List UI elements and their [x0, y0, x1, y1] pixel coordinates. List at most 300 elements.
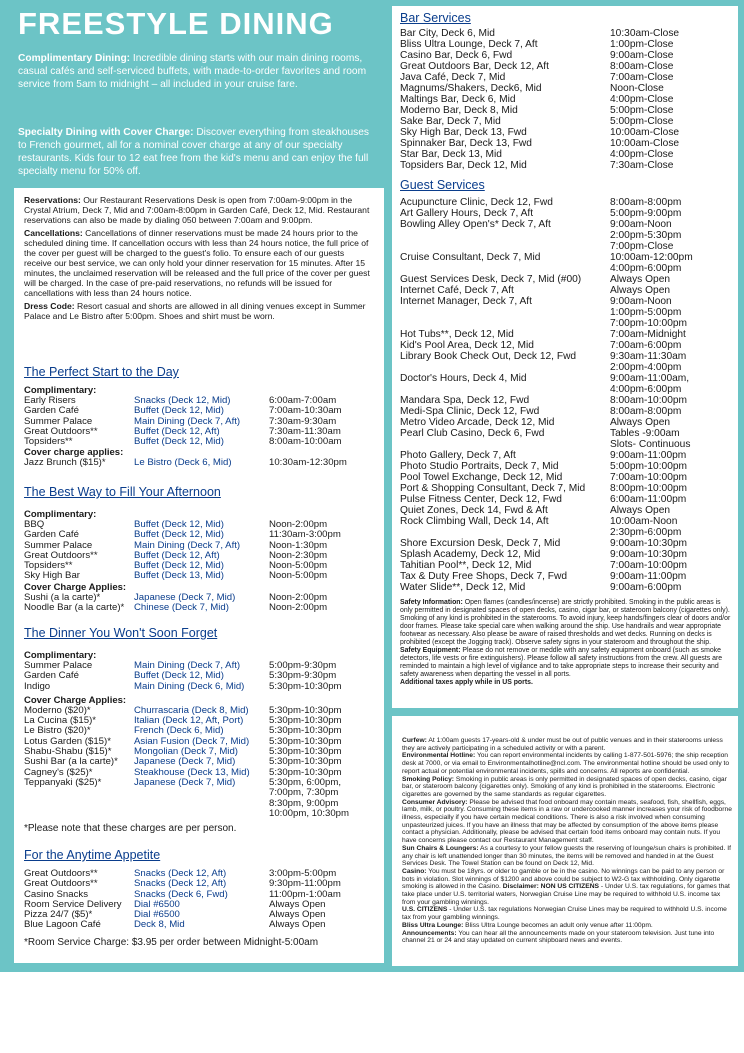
dress-code-text: Resort casual and shorts are allowed in all dining venues except in Summer Palace and Le Bistro after 5:00pm. Shoes and shirt must be worn. [24, 301, 366, 321]
table-row [24, 920, 374, 930]
table-row [400, 285, 732, 296]
venue-hours: 8:30pm, 9:00pm [269, 797, 339, 809]
service-name: Art Gallery Hours, Deck 7, Aft [400, 208, 534, 219]
anytime-heading: For the Anytime Appetite [24, 848, 161, 862]
table-row [400, 105, 732, 116]
dinner-comp-label: Complimentary: [24, 650, 97, 661]
table-row [400, 263, 732, 274]
venue-hours: Noon-2:00pm [269, 602, 328, 614]
bar-hours: 5:00pm-Close [610, 116, 674, 127]
day-complimentary-table [24, 396, 374, 447]
afternoon-heading: The Best Way to Fill Your Afternoon [24, 485, 221, 499]
venue-hours: 5:30pm-10:30pm [269, 766, 342, 778]
afternoon-complimentary-table [24, 520, 374, 582]
safety-equipment-label: Safety Equipment: [400, 647, 461, 654]
bar-name: Sake Bar, Deck 7, Mid [400, 116, 501, 127]
table-row [400, 516, 732, 527]
dinner-section [24, 650, 374, 834]
taxes-note: Additional taxes apply while in US ports. [400, 679, 533, 686]
service-name [400, 263, 610, 274]
bar-name: Java Café, Deck 7, Mid [400, 72, 506, 83]
table-row [24, 437, 374, 447]
venue-name: Summer Palace [24, 660, 93, 671]
venue-location: Buffet (Deck 13, Mid) [134, 570, 224, 582]
safety-equipment-text: Please do not remove or meddle with any safety equipment onboard (such as smoke detectors, life vests or fire extinguishers). Please follow all safety instructions from the crew. All guests are reminded to maintain a high level of vigilance and to take appropriate steps to increase their security and safety awareness when departing the vessel in all ports. [400, 647, 723, 678]
venue-location: Buffet (Deck 12, Mid) [134, 529, 224, 541]
day-heading: The Perfect Start to the Day [24, 365, 179, 379]
service-name: Mandara Spa, Deck 12, Fwd [400, 395, 530, 406]
venue-location: Main Dining (Deck 7, Aft) [134, 415, 241, 427]
service-hours: 4:00pm-6:00pm [610, 263, 682, 274]
sun-chairs-text: As a courtesy to your fellow guests the reserving of lounge/sun chairs is prohibited. If any chair is left unattended longer than 30 minutes, the items will be removed and handed in at the Guest Services Desk. The Towel Station can be found on Deck 12, Mid. [402, 844, 731, 868]
venue-name: Room Service Delivery [24, 898, 122, 910]
venue-location: Steakhouse (Deck 13, Mid) [134, 766, 250, 778]
bar-name: Casino Bar, Deck 6, Fwd [400, 50, 513, 61]
consumer-advisory-label: Consumer Advisory: [402, 798, 468, 806]
bar-name: Spinnaker Bar, Deck 13, Fwd [400, 138, 532, 149]
table-row [400, 138, 732, 149]
service-hours: 8:00pm-10:00pm [610, 483, 688, 494]
service-hours: 7:00pm-10:00pm [610, 318, 688, 329]
afternoon-section [24, 509, 374, 613]
table-row [400, 318, 732, 329]
table-row [400, 461, 732, 472]
table-row [24, 458, 374, 468]
safety-info-text: Open flames (candles/incense) are strictly prohibited. Smoking in the public areas is only permitted in designated spaces of open decks, casino, cigar bar, or stateroom balcony (cigarettes only). Smoking of any kind is prohibited in the staterooms. To avoid injury, keep hands/fingers clear of doors and/or door frames. Please take special care when walking around the ship. Use handrails and wear appropriate footwear as necessary. Also please be aware of raised thresholds and wet decks. Running on decks is prohibited (except the Jogging track). Observe safety signs in your stateroom and throughout the ship. [400, 599, 731, 646]
table-row [400, 94, 732, 105]
service-hours: 6:00am-11:00pm [610, 494, 687, 505]
venue-hours: Noon-5:00pm [269, 570, 328, 582]
venue-location: French (Deck 6, Mid) [134, 725, 224, 737]
table-row [24, 809, 374, 819]
us-citizens-label: U.S. CITIZENS [402, 906, 448, 914]
service-name: Internet Manager, Deck 7, Aft [400, 296, 532, 307]
venue-location: Buffet (Deck 12, Mid) [134, 436, 224, 448]
services-panel [392, 6, 738, 708]
bar-hours: 10:30am-Close [610, 28, 680, 39]
venue-name: Noodle Bar (a la carte)* [24, 602, 125, 614]
guest-services-heading: Guest Services [400, 178, 485, 192]
service-hours: 8:00am-10:00pm [610, 395, 688, 406]
venue-location [134, 799, 269, 809]
venue-hours: Always Open [269, 909, 326, 921]
curfew-label: Curfew: [402, 737, 427, 744]
venue-hours: 5:30pm, 6:00pm, [269, 776, 341, 788]
announcements-label: Announcements: [402, 929, 457, 937]
table-row [400, 373, 732, 384]
table-row [24, 682, 374, 692]
service-hours: 4:00pm-6:00pm [610, 384, 682, 395]
venue-name: BBQ [24, 519, 45, 530]
table-row [400, 494, 732, 505]
venue-name: Sushi (a la carte)* [24, 591, 101, 603]
service-hours: 5:00pm-9:00pm [610, 208, 682, 219]
table-row [400, 72, 732, 83]
complimentary-label: Complimentary Dining: [18, 53, 131, 64]
bar-services-heading: Bar Services [400, 11, 471, 25]
service-hours: Always Open [610, 505, 671, 516]
service-name [400, 384, 610, 395]
venue-name [24, 799, 134, 809]
table-row [400, 571, 732, 582]
cancellations-policy [24, 228, 374, 298]
consumer-advisory-info [402, 799, 732, 845]
venue-hours: 7:30am-11:30am [269, 425, 341, 437]
table-row [400, 61, 732, 72]
dress-code-policy [24, 301, 374, 321]
venue-hours: Always Open [269, 898, 326, 910]
service-name: Pool Towel Exchange, Deck 12, Mid [400, 472, 563, 483]
service-hours: 10:00am-Noon [610, 516, 678, 527]
service-name: Metro Video Arcade, Deck 12, Mid [400, 417, 555, 428]
venue-location: Japanese (Deck 7, Mid) [134, 776, 236, 788]
bliss-text: Bliss Ultra Lounge becomes an adult only venue after 11:00pm. [463, 921, 653, 929]
afternoon-cover-label: Cover Charge Applies: [24, 581, 127, 593]
bar-hours: 1:00pm-Close [610, 39, 674, 50]
table-row [400, 329, 732, 340]
service-hours: Always Open [610, 274, 671, 285]
bar-name: Moderno Bar, Deck 8, Mid [400, 105, 518, 116]
table-row [400, 560, 732, 571]
service-hours: 9:30am-11:30am [610, 351, 687, 362]
dinner-complimentary-table [24, 661, 374, 692]
venue-location: Churrascaria (Deck 8, Mid) [134, 704, 249, 716]
table-row [400, 417, 732, 428]
service-hours: 7:00am-10:00pm [610, 472, 688, 483]
service-name [400, 439, 610, 450]
venue-hours: 5:30pm-10:30pm [269, 746, 342, 758]
venue-location: Buffet (Deck 12, Aft) [134, 549, 220, 561]
venue-name: Blue Lagoon Café [24, 919, 101, 931]
venue-hours: Noon-2:30pm [269, 549, 328, 561]
venue-location [134, 809, 269, 819]
bar-name: Bar City, Deck 6, Mid [400, 28, 495, 39]
venue-hours: 6:00am-7:00am [269, 395, 337, 406]
table-row [400, 149, 732, 160]
service-hours: 9:00am-6:00pm [610, 582, 682, 593]
table-row [400, 219, 732, 230]
venue-hours: 7:30am-9:30am [269, 415, 337, 427]
safety-equipment [400, 647, 732, 679]
service-name: Acupuncture Clinic, Deck 12, Fwd [400, 197, 553, 208]
venue-name [24, 788, 134, 798]
bar-name: Magnums/Shakers, Deck6, Mid [400, 83, 542, 94]
service-name: Splash Academy, Deck 12, Mid [400, 549, 541, 560]
venue-location: Japanese (Deck 7, Mid) [134, 756, 236, 768]
complimentary-intro [18, 52, 370, 91]
venue-location: Snacks (Deck 12, Aft) [134, 878, 227, 890]
service-hours: 7:00am-10:00pm [610, 560, 688, 571]
venue-name: Jazz Brunch ($15)* [24, 457, 106, 469]
casino-info [402, 868, 732, 907]
reservations-policy [24, 195, 374, 225]
general-information-panel [392, 716, 738, 966]
specialty-text: Discover everything from steakhouses to French gourmet, all for a nominal cover charge at any of our specialty restaurants. Kids four to 12 eat free from the kid's menu and can enjoy the full specialty menu for 50% off. [18, 127, 370, 177]
table-row [400, 83, 732, 94]
venue-hours: 5:30pm-9:30pm [269, 670, 337, 682]
venue-hours: 5:30pm-10:30pm [269, 715, 342, 727]
venue-name: Topsiders** [24, 560, 73, 572]
service-name: Quiet Zones, Deck 14, Fwd & Aft [400, 505, 548, 516]
venue-name [24, 809, 134, 819]
environmental-text: You can report environmental incidents by calling 1-877-501-5976; the ship reception desk at 7000, or via email to Environmentalhotline@ncl.com. The environmental hotline should be used only to report actual or potential environmental incidents, spills and concerns. All reports are confidential. [402, 752, 730, 775]
service-hours: 1:00pm-5:00pm [610, 307, 682, 318]
venue-location: Dial #6500 [134, 898, 180, 910]
bar-name: Sky High Bar, Deck 13, Fwd [400, 127, 527, 138]
sun-chairs-label: Sun Chairs & Loungers: [402, 844, 479, 852]
venue-hours: 10:00pm, 10:30pm [269, 807, 350, 819]
dress-code-label: Dress Code: [24, 301, 75, 311]
bar-name: Maltings Bar, Deck 6, Mid [400, 94, 516, 105]
table-row [24, 571, 374, 581]
venue-hours: 9:30pm-11:00pm [269, 878, 341, 890]
service-name [400, 318, 610, 329]
environmental-info [402, 752, 732, 775]
curfew-info [402, 737, 732, 752]
service-name: Kid's Pool Area, Deck 12, Mid [400, 340, 534, 351]
venue-location: Mongolian (Deck 7, Mid) [134, 746, 238, 758]
table-row [400, 197, 732, 208]
service-name: Guest Services Desk, Deck 7, Mid (#00) [400, 274, 582, 285]
venue-hours: 5:00pm-9:30pm [269, 660, 337, 671]
venue-location: Japanese (Deck 7, Mid) [134, 591, 236, 603]
smoking-info [402, 776, 732, 799]
venue-name: Moderno ($20)* [24, 704, 91, 716]
table-row [400, 549, 732, 560]
venue-location: Buffet (Deck 12, Mid) [134, 670, 224, 682]
bliss-info [402, 922, 732, 930]
table-row [400, 439, 732, 450]
venue-location: Buffet (Deck 12, Mid) [134, 560, 224, 572]
specialty-intro [18, 126, 370, 178]
venue-location: Le Bistro (Deck 6, Mid) [134, 457, 232, 469]
policies [24, 195, 374, 321]
service-name [400, 307, 610, 318]
service-hours: Tables -9:00am [610, 428, 680, 439]
table-row [400, 50, 732, 61]
day-comp-label: Complimentary: [24, 385, 97, 396]
disclaimer-text: - Under U.S. tax regulations, for games that take place under U.S. territorial waters, Norwegian Cruise Line may be required to withhold U.S. income tax from your gambling winnings. [402, 883, 730, 906]
venue-location: Dial #6500 [134, 909, 180, 921]
specialty-label: Specialty Dining with Cover Charge: [18, 127, 194, 138]
dinner-note: *Please note that these charges are per person. [24, 823, 237, 835]
disclaimer-label: Disclaimer: NON US CITIZENS [502, 883, 599, 891]
venue-hours: 5:30pm-10:30pm [269, 680, 342, 692]
venue-hours: Noon-2:00pm [269, 591, 328, 603]
venue-name: Sky High Bar [24, 570, 80, 582]
venue-name: Indigo [24, 680, 51, 692]
consumer-advisory-text: Please be advised that food onboard may contain meats, seafood, fish, shellfish, eggs, lamb, milk, or poultry. Consuming these items in a raw or undercooked manner increases your risk of foodborne illness, especially if you have certain medical conditions. There is also a risk involved when consuming unpasteurized juices. If you have an illness that may be affected by consumption of the above items please contact a physician. Additionally, please be advised that certain food items onboard may contain nuts. If you have concerns please contact our Restaurant Management staff. [402, 798, 732, 845]
venue-name: Great Outdoors** [24, 878, 98, 890]
service-name: Medi-Spa Clinic, Deck 12, Fwd [400, 406, 540, 417]
service-name: Pulse Fitness Center, Deck 12, Fwd [400, 494, 562, 505]
us-citizens-text: - Under U.S. tax regulations Norwegian Cruise Lines may be required to withhold U.S. income tax from your gambling winnings. [402, 906, 727, 922]
venue-name: Garden Café [24, 670, 79, 682]
reservations-label: Reservations: [24, 195, 81, 205]
service-name: Doctor's Hours, Deck 4, Mid [400, 373, 527, 384]
venue-hours: 11:30am-3:00pm [269, 529, 341, 541]
table-row [400, 296, 732, 307]
venue-hours: Noon-1:30pm [269, 539, 328, 551]
venue-location: Chinese (Deck 7, Mid) [134, 602, 229, 614]
venue-location: Snacks (Deck 12, Mid) [134, 395, 231, 406]
table-row [400, 241, 732, 252]
smoking-text: Smoking in public areas is only permitted in designated spaces of open decks, casino, cigar bar, or stateroom balcony (cigarettes only). Smoking of any kind is prohibited in the staterooms. Electronic cigarettes are governed by the same standards as regular cigarettes. [402, 775, 727, 798]
dinner-cover-table [24, 706, 374, 819]
safety-info-label: Safety Information: [400, 599, 463, 606]
venue-location: Main Dining (Deck 7, Aft) [134, 539, 241, 551]
service-hours: 8:00am-8:00pm [610, 406, 682, 417]
table-row [400, 483, 732, 494]
table-row [400, 208, 732, 219]
bar-hours: 7:30am-Close [610, 160, 674, 171]
service-name: Shore Excursion Desk, Deck 7, Mid [400, 538, 561, 549]
service-hours: 2:00pm-4:00pm [610, 362, 682, 373]
table-row [400, 384, 732, 395]
service-name: Rock Climbing Wall, Deck 14, Aft [400, 516, 549, 527]
venue-name: Sushi Bar (a la carte)* [24, 756, 118, 768]
table-row [400, 395, 732, 406]
service-hours: 9:00am-11:00pm [610, 450, 687, 461]
venue-name: Le Bistro ($20)* [24, 725, 91, 737]
service-hours: 7:00am-6:00pm [610, 340, 682, 351]
venue-location: Buffet (Deck 12, Mid) [134, 519, 224, 530]
venue-location: Main Dining (Deck 7, Aft) [134, 660, 241, 671]
service-hours: 9:00am-11:00am, [610, 373, 690, 384]
venue-location: Italian (Deck 12, Aft, Port) [134, 715, 244, 727]
page-title: FREESTYLE DINING [18, 6, 334, 41]
cancellations-label: Cancellations: [24, 228, 83, 238]
service-name: Photo Studio Portraits, Deck 7, Mid [400, 461, 559, 472]
bar-name: Topsiders Bar, Deck 12, Mid [400, 160, 527, 171]
service-hours: 10:00am-12:00pm [610, 252, 693, 263]
service-hours: 9:00am-Noon [610, 296, 672, 307]
venue-name: Cagney's ($25)* [24, 766, 93, 778]
bar-hours: 8:00am-Close [610, 61, 674, 72]
service-name: Pearl Club Casino, Deck 6, Fwd [400, 428, 545, 439]
table-row [24, 603, 374, 613]
service-name: Tahitian Pool**, Deck 12, Mid [400, 560, 532, 571]
venue-name: Teppanyaki ($25)* [24, 776, 102, 788]
announcements-text: You can hear all the announcements made on your stateroom television. Just tune into channel 21 or 24 and stay updated on current shipboard news and events. [402, 929, 715, 945]
venue-location: Buffet (Deck 12, Aft) [134, 425, 220, 437]
venue-hours: 3:00pm-5:00pm [269, 868, 337, 879]
service-name: Internet Café, Deck 7, Aft [400, 285, 514, 296]
service-name: Port & Shopping Consultant, Deck 7, Mid [400, 483, 586, 494]
table-row [400, 527, 732, 538]
table-row [400, 127, 732, 138]
bar-services-table [400, 28, 732, 171]
service-name: Hot Tubs**, Deck 12, Mid [400, 329, 514, 340]
safety-notes [400, 599, 732, 687]
table-row [400, 428, 732, 439]
bar-hours: 7:00am-Close [610, 72, 674, 83]
venue-name: Summer Palace [24, 415, 93, 427]
venue-name: Summer Palace [24, 539, 93, 551]
venue-name: Great Outdoors** [24, 549, 98, 561]
guest-services-table [400, 197, 732, 593]
bar-name: Star Bar, Deck 13, Mid [400, 149, 502, 160]
venue-name: Pizza 24/7 ($5)* [24, 909, 93, 921]
service-hours: Always Open [610, 417, 671, 428]
venue-hours: 11:00pm-1:00am [269, 888, 341, 900]
curfew-text: At 1:00am guests 17-years-old & under must be out of public venues and in their staterooms unless they are actively participating in a scheduled activity or with a parent. [402, 737, 723, 752]
table-row [400, 582, 732, 593]
venue-hours: 5:30pm-10:30pm [269, 704, 342, 716]
venue-location: Buffet (Deck 12, Mid) [134, 405, 224, 417]
service-hours: 2:30pm-6:00pm [610, 527, 682, 538]
service-hours: 9:00am-11:00pm [610, 571, 687, 582]
venue-location: Deck 8, Mid [134, 919, 185, 931]
bar-hours: 9:00am-Close [610, 50, 674, 61]
table-row [400, 28, 732, 39]
anytime-table [24, 869, 374, 931]
casino-label: Casino: [402, 867, 427, 875]
dinner-heading: The Dinner You Won't Soon Forget [24, 626, 218, 640]
hero-section [0, 0, 384, 180]
service-hours: Slots- Continuous [610, 439, 691, 450]
table-row [400, 252, 732, 263]
us-citizens-info [402, 906, 732, 921]
table-row [400, 406, 732, 417]
bar-hours: 10:00am-Close [610, 127, 680, 138]
afternoon-comp-label: Complimentary: [24, 509, 97, 520]
venue-name: Early Risers [24, 395, 76, 406]
venue-hours: 7:00am-10:30am [269, 405, 342, 417]
service-name: Bowling Alley Open's* Deck 7, Aft [400, 219, 551, 230]
bar-name: Great Outdoors Bar, Deck 12, Aft [400, 61, 549, 72]
service-hours: 9:00am-Noon [610, 219, 672, 230]
venue-hours: Noon-2:00pm [269, 519, 328, 530]
venue-name: Lotus Garden ($15)* [24, 735, 111, 747]
service-name: Tax & Duty Free Shops, Deck 7, Fwd [400, 571, 568, 582]
bar-hours: Noon-Close [610, 83, 664, 94]
service-name: Photo Gallery, Deck 7, Aft [400, 450, 516, 461]
announcements-info [402, 930, 732, 945]
table-row [400, 160, 732, 171]
environmental-label: Environmental Hotline: [402, 752, 476, 760]
venue-hours: 10:30am-12:30pm [269, 457, 347, 469]
bar-hours: 4:00pm-Close [610, 94, 674, 105]
venue-location: Snacks (Deck 12, Aft) [134, 868, 227, 879]
dinner-cover-label: Cover Charge Applies: [24, 694, 127, 706]
venue-hours: 5:30pm-10:30pm [269, 725, 342, 737]
sun-chairs-info [402, 845, 732, 868]
service-name: Library Book Check Out, Deck 12, Fwd [400, 351, 577, 362]
smoking-label: Smoking Policy: [402, 775, 455, 783]
bar-hours: 10:00am-Close [610, 138, 680, 149]
table-row [400, 340, 732, 351]
service-hours: 7:00pm-Close [610, 241, 674, 252]
service-name [400, 362, 610, 373]
complimentary-text: Incredible dining starts with our main dining rooms, casual cafés and self-serviced buffets, with made-to-order favorites and room service from 5am to midnight – all included in your cruise fare. [18, 53, 367, 90]
service-name: Cruise Consultant, Deck 7, Mid [400, 252, 541, 263]
venue-location: Main Dining (Deck 6, Mid) [134, 680, 245, 692]
service-hours: 9:00am-10:30pm [610, 538, 688, 549]
venue-name: Shabu-Shabu ($15)* [24, 746, 112, 758]
afternoon-cover-table [24, 593, 374, 614]
anytime-section [24, 869, 374, 948]
table-row [400, 351, 732, 362]
venue-hours: 8:00am-10:00am [269, 436, 342, 448]
venue-hours: Always Open [269, 919, 326, 931]
service-hours: 7:00am-Midnight [610, 329, 686, 340]
venue-name: La Cucina ($15)* [24, 715, 96, 727]
safety-information [400, 599, 732, 647]
venue-hours: 7:00pm, 7:30pm [269, 787, 339, 799]
casino-text: You must be 18yrs. or older to gamble or be in the casino. No winnings can be paid to any person or bots in violation. Slot winnings of $1200 and above could be subject to W2-G tax withholding. Only cigarette smoking is allowed in the Casino. [402, 867, 725, 891]
venue-name: Garden Café [24, 529, 79, 541]
